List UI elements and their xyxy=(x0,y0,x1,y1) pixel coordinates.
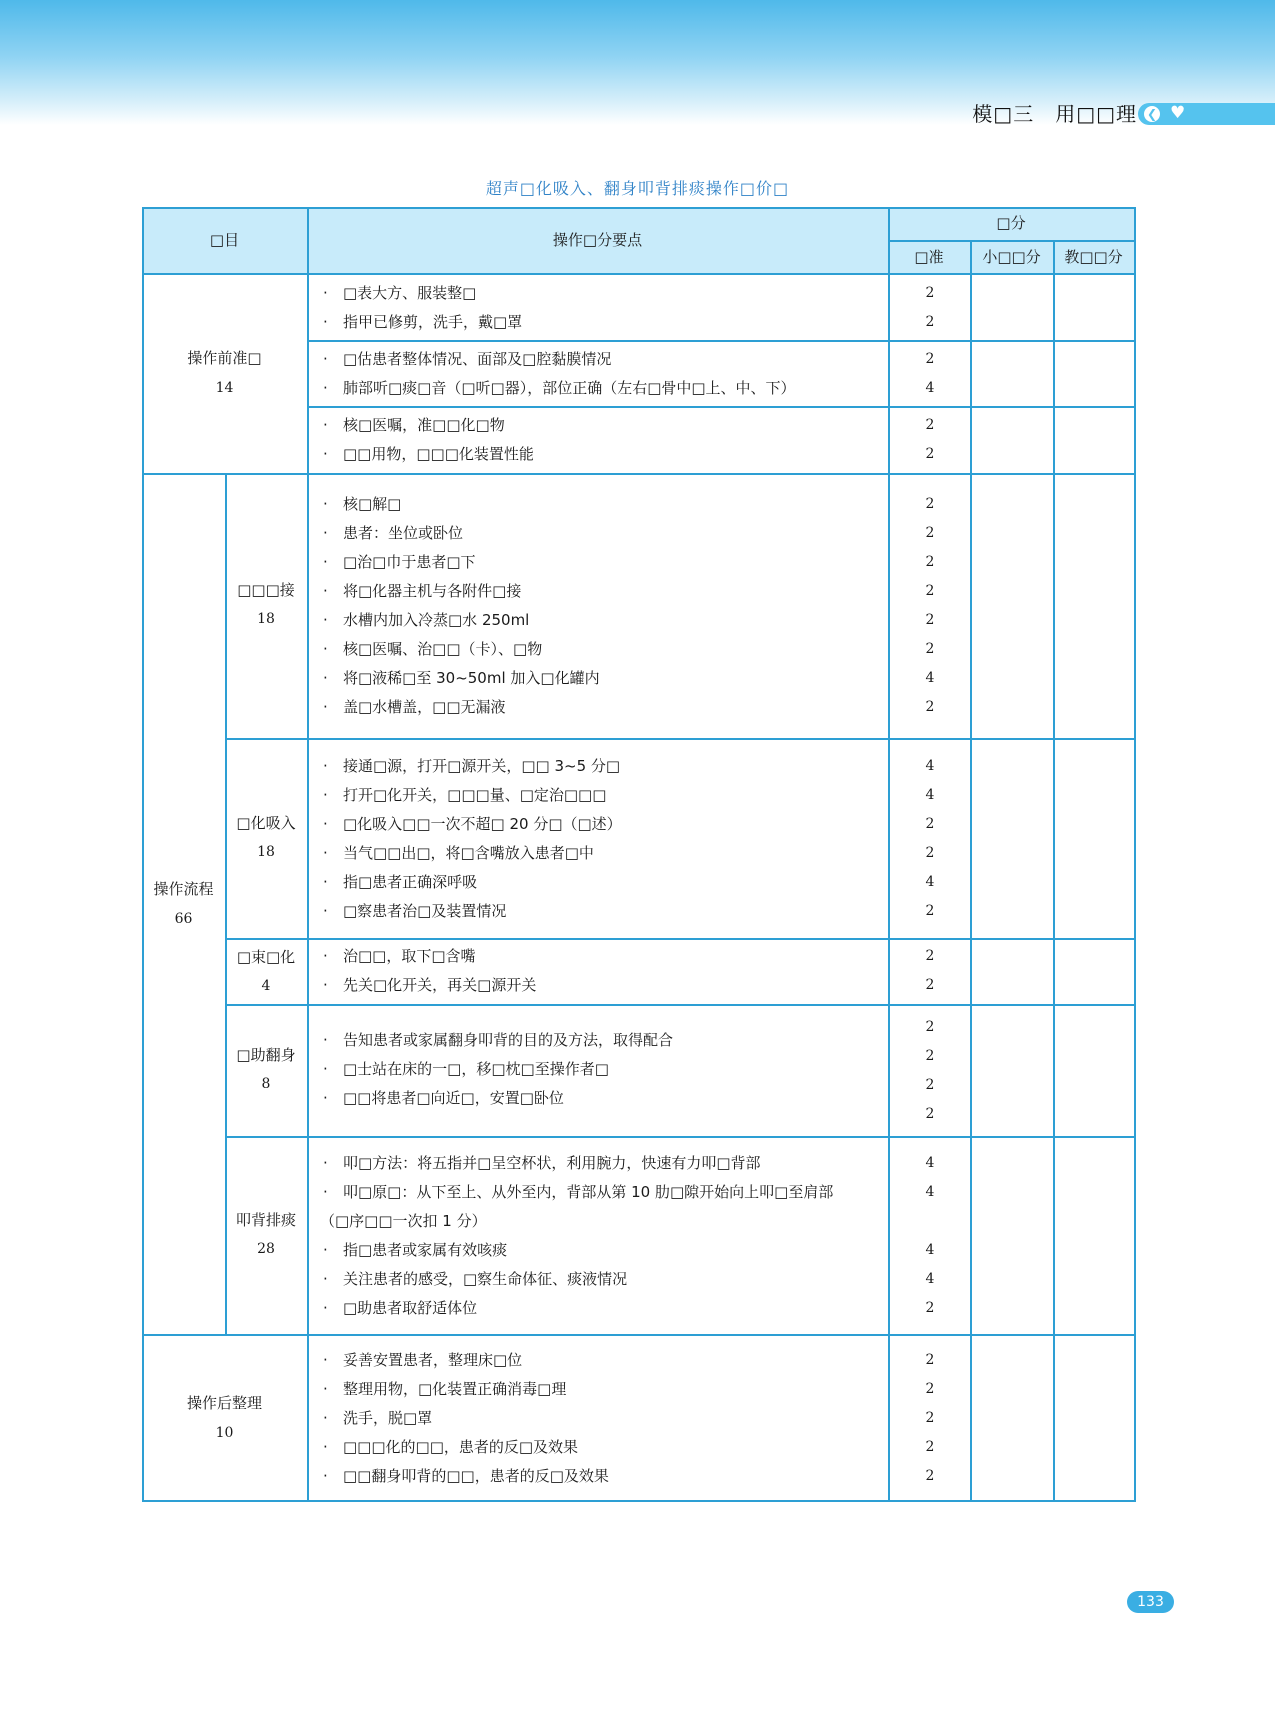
back-arrow-icon[interactable]: ❮ xyxy=(1144,106,1160,122)
criterion-text: □化吸入□□一次不超□ 20 分□（□述） xyxy=(343,815,622,833)
row-divider xyxy=(142,473,1134,475)
criterion-item xyxy=(323,494,401,514)
subsection-score: 8 xyxy=(261,1076,271,1092)
standard-score: 2 xyxy=(925,1077,935,1093)
criterion-item xyxy=(323,1350,522,1370)
standard-score: 2 xyxy=(925,1048,935,1064)
standard-score: 4 xyxy=(925,1184,935,1200)
header-item: □目 xyxy=(209,231,240,249)
bullet-icon: · xyxy=(323,1089,328,1107)
criterion-item xyxy=(323,872,477,892)
subsection-name: 叩背排痰 xyxy=(235,1211,296,1229)
criterion-item xyxy=(323,1269,627,1289)
standard-score: 2 xyxy=(925,1352,935,1368)
criterion-item xyxy=(323,814,622,834)
bullet-icon: · xyxy=(323,815,328,833)
bullet-icon: · xyxy=(323,350,328,368)
header-score: □分 xyxy=(996,214,1026,232)
criterion-text: 关注患者的感受，□察生命体征、痰液情况 xyxy=(343,1270,628,1288)
criterion-text: 当气□□出□，将□含嘴放入患者□中 xyxy=(343,844,594,862)
row-divider xyxy=(142,1500,1134,1502)
standard-score: 2 xyxy=(925,948,935,964)
bullet-icon: · xyxy=(323,1031,328,1049)
criterion-text: 打开□化开关，□□□量、□定治□□□ xyxy=(343,786,607,804)
criterion-item xyxy=(323,283,476,303)
bullet-icon: · xyxy=(323,873,328,891)
criterion-text: 将□液稀□至 30~50ml 加入□化罐内 xyxy=(343,669,600,687)
criterion-text: 妥善安置患者，整理床□位 xyxy=(343,1351,523,1369)
criterion-text: □察患者治□及装置情况 xyxy=(343,902,507,920)
criterion-text: □□用物，□□□化装置性能 xyxy=(343,445,534,463)
column-divider xyxy=(970,240,972,1500)
criterion-text: 盖□水槽盖，□□无漏液 xyxy=(343,698,506,716)
section-process-name: 操作流程 xyxy=(153,880,214,898)
bullet-icon: · xyxy=(323,1409,328,1427)
standard-score: 2 xyxy=(925,816,935,832)
criterion-item xyxy=(323,946,476,966)
heart-icon: ♥ xyxy=(1170,103,1186,123)
standard-score: 2 xyxy=(925,641,935,657)
row-divider xyxy=(307,406,1134,408)
criterion-text: 指□患者正确深呼吸 xyxy=(343,873,478,891)
bullet-icon: · xyxy=(323,495,328,513)
standard-score: 2 xyxy=(925,903,935,919)
column-divider xyxy=(888,207,890,1500)
criterion-item xyxy=(323,1298,477,1318)
criterion-item xyxy=(323,1437,578,1457)
header-points: 操作□分要点 xyxy=(552,231,643,249)
criterion-text: 整理用物，□化装置正确消毒□理 xyxy=(343,1380,567,1398)
bullet-icon: · xyxy=(323,1154,328,1172)
column-divider xyxy=(1134,207,1136,1502)
standard-score: 2 xyxy=(925,977,935,993)
standard-score: 2 xyxy=(925,1381,935,1397)
criterion-text: □士站在床的一□，移□枕□至操作者□ xyxy=(343,1060,609,1078)
criterion-item xyxy=(323,975,536,995)
bullet-icon: · xyxy=(323,1183,328,1201)
bullet-icon: · xyxy=(323,611,328,629)
criterion-item xyxy=(323,312,522,332)
bullet-icon: · xyxy=(323,524,328,542)
chapter-title: 模□三 用□□理 xyxy=(972,102,1137,126)
bullet-icon: · xyxy=(323,844,328,862)
bullet-icon: · xyxy=(323,379,328,397)
row-divider xyxy=(225,938,1134,940)
standard-score: 4 xyxy=(925,1155,935,1171)
bullet-icon: · xyxy=(323,669,328,687)
standard-score: 2 xyxy=(925,446,935,462)
bullet-icon: · xyxy=(323,976,328,994)
criterion-text: 将□化器主机与各附件□接 xyxy=(343,582,522,600)
column-divider xyxy=(142,207,144,1502)
standard-score: 4 xyxy=(925,1271,935,1287)
header-teacher-score: 教□□分 xyxy=(1064,248,1123,266)
criterion-item xyxy=(323,697,506,717)
criterion-text: □估患者整体情况、面部及□腔黏膜情况 xyxy=(343,350,612,368)
subsection-name: □束□化 xyxy=(236,948,296,966)
standard-score: 4 xyxy=(925,380,935,396)
bullet-icon: · xyxy=(323,947,328,965)
bullet-icon: · xyxy=(323,1380,328,1398)
standard-score: 2 xyxy=(925,525,935,541)
criterion-item xyxy=(323,349,611,369)
bullet-icon: · xyxy=(323,640,328,658)
criterion-item xyxy=(323,1408,432,1428)
bullet-icon: · xyxy=(323,1351,328,1369)
row-divider xyxy=(225,1136,1134,1138)
standard-score: 2 xyxy=(925,1019,935,1035)
standard-score: 2 xyxy=(925,554,935,570)
standard-score: 4 xyxy=(925,874,935,890)
criterion-text: 接通□源，打开□源开关，□□ 3~5 分□ xyxy=(343,757,621,775)
criterion-item xyxy=(323,639,542,659)
criterion-item xyxy=(323,581,521,601)
criterion-text: 治□□，取下□含嘴 xyxy=(343,947,476,965)
page-number: 133 xyxy=(1127,1591,1174,1613)
bullet-icon: · xyxy=(323,698,328,716)
criterion-item xyxy=(323,415,505,435)
bullet-icon: · xyxy=(323,1467,328,1485)
criterion-item xyxy=(323,1379,566,1399)
standard-score: 2 xyxy=(925,1106,935,1122)
row-divider xyxy=(225,1004,1134,1006)
standard-score: 2 xyxy=(925,1410,935,1426)
criterion-text: □表大方、服装整□ xyxy=(343,284,477,302)
standard-score: 4 xyxy=(925,787,935,803)
column-divider xyxy=(307,207,309,1500)
standard-score: 2 xyxy=(925,699,935,715)
criterion-text: 核□医嘱，准□□化□物 xyxy=(343,416,505,434)
criterion-item xyxy=(323,444,534,464)
criterion-text: 叩□原□：从下至上、从外至内，背部从第 10 肋□隙开始向上叩□至肩部 xyxy=(343,1183,834,1201)
standard-score: 2 xyxy=(925,612,935,628)
criterion-text: □□将患者□向近□，安置□卧位 xyxy=(343,1089,564,1107)
criterion-item xyxy=(323,668,600,688)
bullet-icon: · xyxy=(323,416,328,434)
criterion-item xyxy=(323,843,594,863)
standard-score: 2 xyxy=(925,314,935,330)
section-prep-score: 14 xyxy=(215,380,234,396)
subsection-name: □□□接 xyxy=(237,581,295,599)
row-divider xyxy=(307,340,1134,342)
criterion-item xyxy=(323,1182,833,1202)
criterion-item xyxy=(323,1088,564,1108)
criterion-text: 核□解□ xyxy=(343,495,402,513)
row-divider xyxy=(142,1334,1134,1336)
criterion-item xyxy=(323,1240,507,1260)
criterion-continuation: （□序□□一次扣 1 分） xyxy=(320,1212,487,1230)
row-divider xyxy=(142,273,1134,275)
bullet-icon: · xyxy=(323,786,328,804)
criterion-text: □□翻身叩背的□□，患者的反□及效果 xyxy=(343,1467,609,1485)
column-divider xyxy=(1053,240,1055,1500)
criterion-text: 告知患者或家属翻身叩背的目的及方法，取得配合 xyxy=(343,1031,674,1049)
row-divider xyxy=(225,738,1134,740)
subsection-score: 18 xyxy=(257,611,275,627)
criterion-text: □□□化的□□，患者的反□及效果 xyxy=(343,1438,579,1456)
section-post-score: 10 xyxy=(215,1425,234,1441)
criterion-text: 水槽内加入冷蒸□水 250ml xyxy=(343,611,530,629)
criterion-text: 肺部听□痰□音（□听□器），部位正确（左右□骨中□上、中、下） xyxy=(343,379,796,397)
criterion-item xyxy=(323,756,620,776)
criterion-text: 洗手，脱□罩 xyxy=(343,1409,433,1427)
subsection-score: 4 xyxy=(261,978,271,994)
section-process-score: 66 xyxy=(174,911,193,927)
subsection-score: 18 xyxy=(257,844,275,860)
bullet-icon: · xyxy=(323,553,328,571)
header-standard: □准 xyxy=(914,248,944,266)
criterion-text: 核□医嘱、治□□（卡）、□物 xyxy=(343,640,543,658)
section-prep-name: 操作前准□ xyxy=(187,349,262,367)
criterion-item xyxy=(323,1059,609,1079)
bullet-icon: · xyxy=(323,757,328,775)
standard-score: 2 xyxy=(925,1468,935,1484)
criterion-text: 叩□方法：将五指并□呈空杯状，利用腕力，快速有力叩□背部 xyxy=(343,1154,761,1172)
criterion-item xyxy=(323,785,606,805)
bullet-icon: · xyxy=(323,284,328,302)
bullet-icon: · xyxy=(323,445,328,463)
criterion-text: 指甲已修剪，洗手，戴□罩 xyxy=(343,313,523,331)
standard-score: 2 xyxy=(925,1439,935,1455)
subsection-score: 28 xyxy=(257,1241,275,1257)
bullet-icon: · xyxy=(323,1270,328,1288)
standard-score: 2 xyxy=(925,285,935,301)
criterion-item xyxy=(323,901,506,921)
criterion-text: □助患者取舒适体位 xyxy=(343,1299,478,1317)
criterion-item xyxy=(323,1466,609,1486)
standard-score: 2 xyxy=(925,417,935,433)
standard-score: 4 xyxy=(925,670,935,686)
bullet-icon: · xyxy=(323,582,328,600)
criterion-item xyxy=(323,552,476,572)
standard-score: 2 xyxy=(925,845,935,861)
bullet-icon: · xyxy=(323,1060,328,1078)
bullet-icon: · xyxy=(323,902,328,920)
standard-score: 2 xyxy=(925,351,935,367)
criterion-text: 先关□化开关，再关□源开关 xyxy=(343,976,537,994)
criterion-text: □治□巾于患者□下 xyxy=(343,553,476,571)
criterion-item xyxy=(323,1030,673,1050)
bullet-icon: · xyxy=(323,1241,328,1259)
row-divider xyxy=(142,207,1134,209)
section-post-name: 操作后整理 xyxy=(186,1394,262,1412)
bullet-icon: · xyxy=(323,1438,328,1456)
row-divider xyxy=(888,240,1134,242)
standard-score: 2 xyxy=(925,583,935,599)
subsection-name: □化吸入 xyxy=(236,814,296,832)
standard-score: 4 xyxy=(925,758,935,774)
criterion-item xyxy=(323,378,796,398)
header-group-score: 小□□分 xyxy=(982,248,1041,266)
bullet-icon: · xyxy=(323,1299,328,1317)
table-title: 超声□化吸入、翻身叩背排痰操作□价□ xyxy=(485,179,790,198)
criterion-item xyxy=(323,610,529,630)
bullet-icon: · xyxy=(323,313,328,331)
standard-score: 2 xyxy=(925,496,935,512)
subsection-name: □助翻身 xyxy=(236,1046,296,1064)
criterion-item xyxy=(323,1153,761,1173)
standard-score: 2 xyxy=(925,1300,935,1316)
criterion-text: 患者：坐位或卧位 xyxy=(343,524,464,542)
criterion-text: 指□患者或家属有效咳痰 xyxy=(343,1241,508,1259)
column-divider xyxy=(225,473,227,1334)
criterion-item xyxy=(323,523,463,543)
standard-score: 4 xyxy=(925,1242,935,1258)
